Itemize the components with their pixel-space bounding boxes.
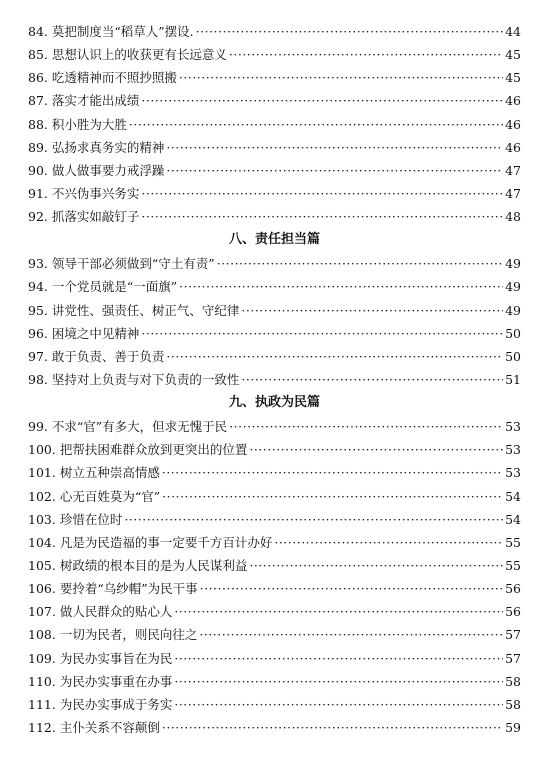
entry-number: 88. <box>28 116 48 132</box>
entry-number: 111. <box>28 696 56 712</box>
dot-leader <box>241 299 503 322</box>
entry-title: 敢于负责、善于负责 <box>51 348 165 364</box>
dot-leader <box>166 159 503 182</box>
dot-leader <box>141 89 503 112</box>
entry-number: 94. <box>28 279 48 295</box>
entry-page-number: 49 <box>505 256 521 272</box>
entry-title: 为民办实事旨在为民 <box>59 650 173 666</box>
toc-entry[interactable] <box>28 345 521 368</box>
table-of-contents <box>28 20 521 739</box>
entry-number: 101. <box>28 465 56 481</box>
entry-title: 为民办实事重在办事 <box>59 673 173 689</box>
entry-page-number: 44 <box>505 24 521 39</box>
toc-entry[interactable] <box>28 485 521 508</box>
dot-leader <box>124 508 503 531</box>
entry-title: 主仆关系不容颠倒 <box>59 719 160 735</box>
dot-leader <box>162 716 503 739</box>
toc-entry[interactable] <box>28 275 521 298</box>
toc-entry[interactable] <box>28 43 521 66</box>
entry-number: 85. <box>28 47 48 63</box>
dot-leader <box>249 438 503 461</box>
entry-page-number: 49 <box>505 279 521 295</box>
entry-title: 莫把制度当“稻草人”摆设. <box>51 24 194 39</box>
dot-leader <box>179 66 503 89</box>
entry-title: 把帮扶困难群众放到更突出的位置 <box>59 442 248 458</box>
toc-entry[interactable] <box>28 252 521 275</box>
entry-number: 98. <box>28 371 48 387</box>
entry-title: 树政绩的根本目的是为人民谋利益 <box>59 557 248 573</box>
entry-title: 心无百姓莫为“官” <box>59 488 161 504</box>
entry-title: 领导干部必须做到“守土有责” <box>51 256 215 272</box>
entry-number: 93. <box>28 256 48 272</box>
entry-page-number: 54 <box>505 488 521 504</box>
dot-leader <box>200 577 503 600</box>
entry-title: 落实才能出成绩 <box>51 93 140 109</box>
entry-title: 困境之中见精神 <box>51 325 140 341</box>
toc-entry[interactable] <box>28 322 521 345</box>
entry-number: 102. <box>28 488 56 504</box>
entry-number: 86. <box>28 70 48 86</box>
dot-leader <box>174 647 503 670</box>
entry-number: 95. <box>28 302 48 318</box>
entry-number: 84. <box>28 24 48 39</box>
section-heading: 九、执政为民篇 <box>228 395 320 411</box>
toc-entry[interactable] <box>28 89 521 112</box>
dot-leader <box>174 600 503 623</box>
entry-title: 做人做事要力戒浮躁 <box>51 162 165 178</box>
entry-page-number: 57 <box>505 650 521 666</box>
toc-entry[interactable] <box>28 693 521 716</box>
entry-number: 99. <box>28 419 48 435</box>
toc-entry[interactable] <box>28 531 521 554</box>
toc-entry[interactable] <box>28 66 521 89</box>
entry-page-number: 53 <box>505 442 521 458</box>
entry-page-number: 56 <box>505 581 521 597</box>
entry-number: 112. <box>28 719 56 735</box>
entry-page-number: 56 <box>505 604 521 620</box>
entry-page-number: 50 <box>505 348 521 364</box>
entry-page-number: 46 <box>505 93 521 109</box>
entry-page-number: 47 <box>505 185 521 201</box>
entry-title: 不兴伪事兴务实 <box>51 185 140 201</box>
entry-page-number: 47 <box>505 162 521 178</box>
entry-number: 96. <box>28 325 48 341</box>
entry-page-number: 45 <box>505 47 521 63</box>
entry-page-number: 57 <box>505 627 521 643</box>
dot-leader <box>166 345 503 368</box>
entry-title: 积小胜为大胜 <box>51 116 127 132</box>
dot-leader <box>174 670 503 693</box>
entry-page-number: 46 <box>505 116 521 132</box>
toc-entry[interactable] <box>28 182 521 205</box>
entry-page-number: 49 <box>505 302 521 318</box>
dot-leader <box>129 113 503 136</box>
toc-entry[interactable] <box>28 461 521 484</box>
toc-entry[interactable] <box>28 415 521 438</box>
entry-title: 弘扬求真务实的精神 <box>51 139 165 155</box>
entry-page-number: 59 <box>505 719 521 735</box>
entry-number: 105. <box>28 557 56 573</box>
toc-entry[interactable] <box>28 299 521 322</box>
entry-page-number: 53 <box>505 419 521 435</box>
dot-leader <box>179 275 503 298</box>
toc-entry[interactable] <box>28 508 521 531</box>
entry-title: 抓落实如敲钉子 <box>51 209 140 225</box>
dot-leader <box>229 415 503 438</box>
dot-leader <box>174 693 503 716</box>
toc-entry[interactable] <box>28 554 521 577</box>
dot-leader <box>229 43 503 66</box>
entry-number: 92. <box>28 209 48 225</box>
dot-leader <box>162 461 503 484</box>
entry-title: 吃透精神而不照抄照搬 <box>51 70 177 86</box>
section-heading: 八、责任担当篇 <box>228 232 320 248</box>
dot-leader <box>162 485 503 508</box>
toc-entry[interactable] <box>28 205 521 228</box>
dot-leader <box>166 136 503 159</box>
toc-entry[interactable] <box>28 368 521 391</box>
entry-title: 做人民群众的贴心人 <box>59 604 173 620</box>
entry-page-number: 58 <box>505 673 521 689</box>
entry-number: 91. <box>28 185 48 201</box>
dot-leader <box>274 531 503 554</box>
entry-page-number: 54 <box>505 511 521 527</box>
toc-entry[interactable] <box>28 577 521 600</box>
toc-entry[interactable] <box>28 20 521 43</box>
entry-number: 90. <box>28 162 48 178</box>
dot-leader <box>141 322 503 345</box>
entry-title: 不求“官”有多大，但求无愧于民 <box>51 419 228 435</box>
entry-page-number: 51 <box>505 371 521 387</box>
entry-title: 讲党性、强责任、树正气、守纪律 <box>51 302 240 318</box>
dot-leader <box>217 252 503 275</box>
entry-page-number: 55 <box>505 534 521 550</box>
entry-number: 110. <box>28 673 56 689</box>
entry-number: 103. <box>28 511 56 527</box>
toc-entry[interactable] <box>28 647 521 670</box>
dot-leader <box>249 554 503 577</box>
entry-number: 89. <box>28 139 48 155</box>
entry-title: 为民办实事成于务实 <box>59 696 173 712</box>
entry-title: 思想认识上的收获更有长远意义 <box>51 47 227 63</box>
entry-number: 100. <box>28 442 56 458</box>
dot-leader <box>241 368 503 391</box>
dot-leader <box>141 182 503 205</box>
entry-title: 要拎着“乌纱帽”为民干事 <box>59 581 198 597</box>
entry-title: 一切为民者，则民向往之 <box>59 627 198 643</box>
entry-number: 97. <box>28 348 48 364</box>
entry-title: 凡是为民造福的事一定要千方百计办好 <box>59 534 273 550</box>
entry-page-number: 50 <box>505 325 521 341</box>
toc-entry[interactable] <box>28 113 521 136</box>
entry-number: 87. <box>28 93 48 109</box>
toc-entry[interactable] <box>28 716 521 739</box>
dot-leader <box>199 623 503 646</box>
toc-entry[interactable] <box>28 670 521 693</box>
entry-page-number: 55 <box>505 557 521 573</box>
entry-page-number: 48 <box>505 209 521 225</box>
entry-number: 104. <box>28 534 56 550</box>
entry-number: 107. <box>28 604 56 620</box>
entry-page-number: 58 <box>505 696 521 712</box>
entry-number: 106. <box>28 581 56 597</box>
entry-page-number: 45 <box>505 70 521 86</box>
entry-title: 一个党员就是“一面旗” <box>51 279 178 295</box>
entry-title: 坚持对上负责与对下负责的一致性 <box>51 371 240 387</box>
toc-entry[interactable] <box>28 159 521 182</box>
entry-number: 108. <box>28 627 56 643</box>
entry-page-number: 53 <box>505 465 521 481</box>
entry-title: 珍惜在位时 <box>59 511 123 527</box>
toc-entry[interactable] <box>28 623 521 646</box>
dot-leader <box>196 20 503 43</box>
toc-entry[interactable] <box>28 438 521 461</box>
dot-leader <box>141 205 503 228</box>
entry-page-number: 46 <box>505 139 521 155</box>
toc-entry[interactable] <box>28 136 521 159</box>
entry-title: 树立五种崇高情感 <box>59 465 160 481</box>
entry-number: 109. <box>28 650 56 666</box>
toc-entry[interactable] <box>28 600 521 623</box>
